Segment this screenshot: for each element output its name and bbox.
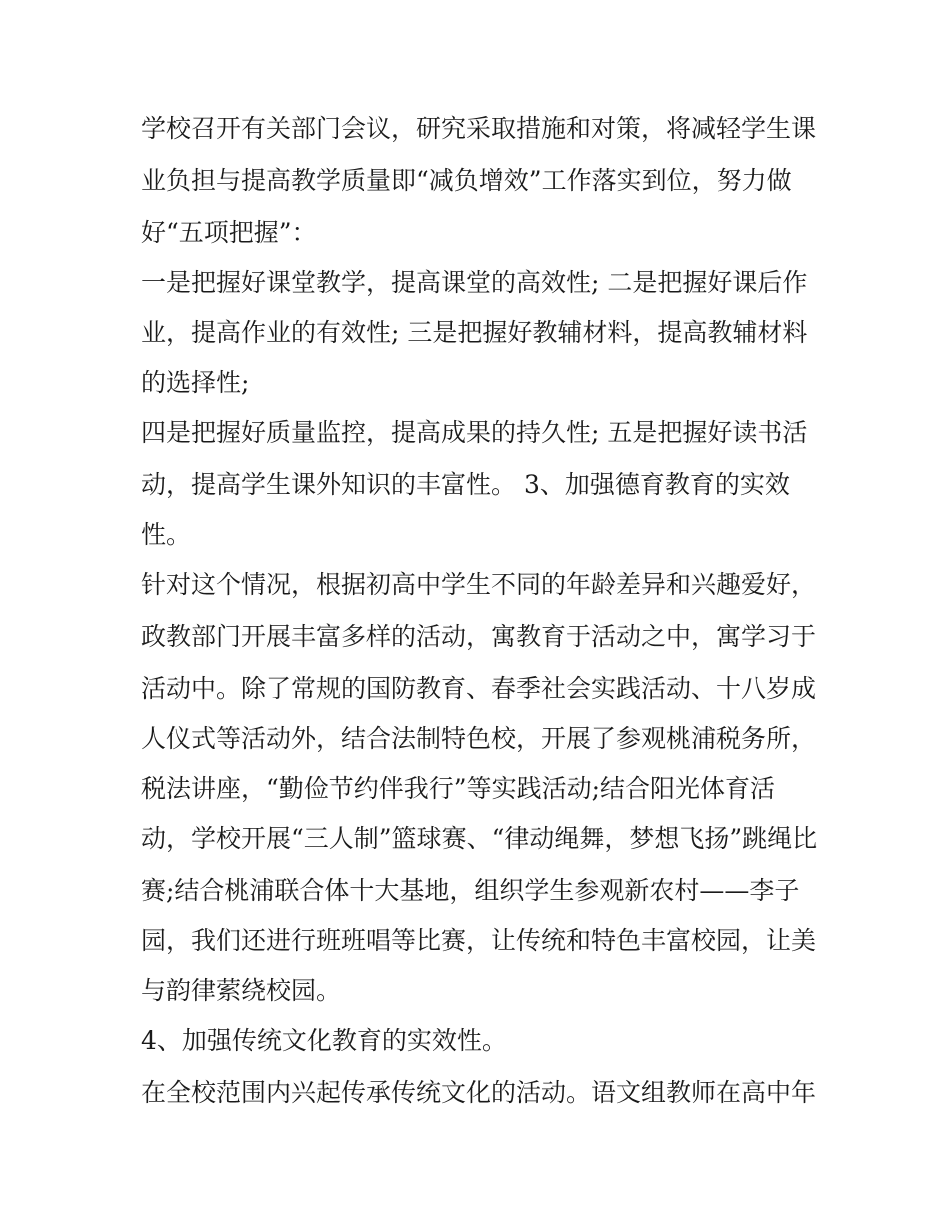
text-line: 学校召开有关部门会议，研究采取措施和对策，将减轻学生课 bbox=[141, 114, 817, 143]
text-line: 动，提高学生课外知识的丰富性。 3、加强德育教育的实效 bbox=[141, 470, 790, 499]
text-line: 人仪式等活动外，结合法制特色校，开展了参观桃浦税务所， bbox=[141, 724, 817, 753]
text-line: 业，提高作业的有效性; 三是把握好教辅材料，提高教辅材料 bbox=[141, 318, 808, 347]
text-line: 在全校范围内兴起传承传统文化的活动。语文组教师在高中年 bbox=[141, 1078, 817, 1107]
text-line: 4、加强传统文化教育的实效性。 bbox=[141, 1026, 507, 1055]
text-line: 园，我们还进行班班唱等比赛，让传统和特色丰富校园，让美 bbox=[141, 926, 817, 955]
text-line: 与韵律萦绕校园。 bbox=[141, 976, 342, 1005]
text-line: 性。 bbox=[141, 520, 192, 549]
text-line: 活动中。除了常规的国防教育、春季社会实践活动、十八岁成 bbox=[141, 674, 817, 703]
text-line: 针对这个情况，根据初高中学生不同的年龄差异和兴趣爱好， bbox=[141, 570, 817, 599]
text-line: 动，学校开展“三人制”篮球赛、“律动绳舞，梦想飞扬”跳绳比 bbox=[141, 824, 818, 853]
text-line: 业负担与提高教学质量即“减负增效”工作落实到位，努力做 bbox=[141, 166, 792, 195]
text-line: 四是把握好质量监控，提高成果的持久性; 五是把握好读书活 bbox=[141, 418, 808, 447]
text-line: 税法讲座，“勤俭节约伴我行”等实践活动;结合阳光体育活 bbox=[141, 774, 775, 803]
text-line: 政教部门开展丰富多样的活动，寓教育于活动之中，寓学习于 bbox=[141, 622, 817, 651]
text-line: 赛;结合桃浦联合体十大基地，组织学生参观新农村——李子 bbox=[141, 876, 800, 905]
text-line: 一是把握好课堂教学，提高课堂的高效性; 二是把握好课后作 bbox=[141, 268, 808, 297]
text-line: 好“五项把握”： bbox=[141, 218, 317, 247]
text-line: 的选择性; bbox=[141, 368, 250, 397]
